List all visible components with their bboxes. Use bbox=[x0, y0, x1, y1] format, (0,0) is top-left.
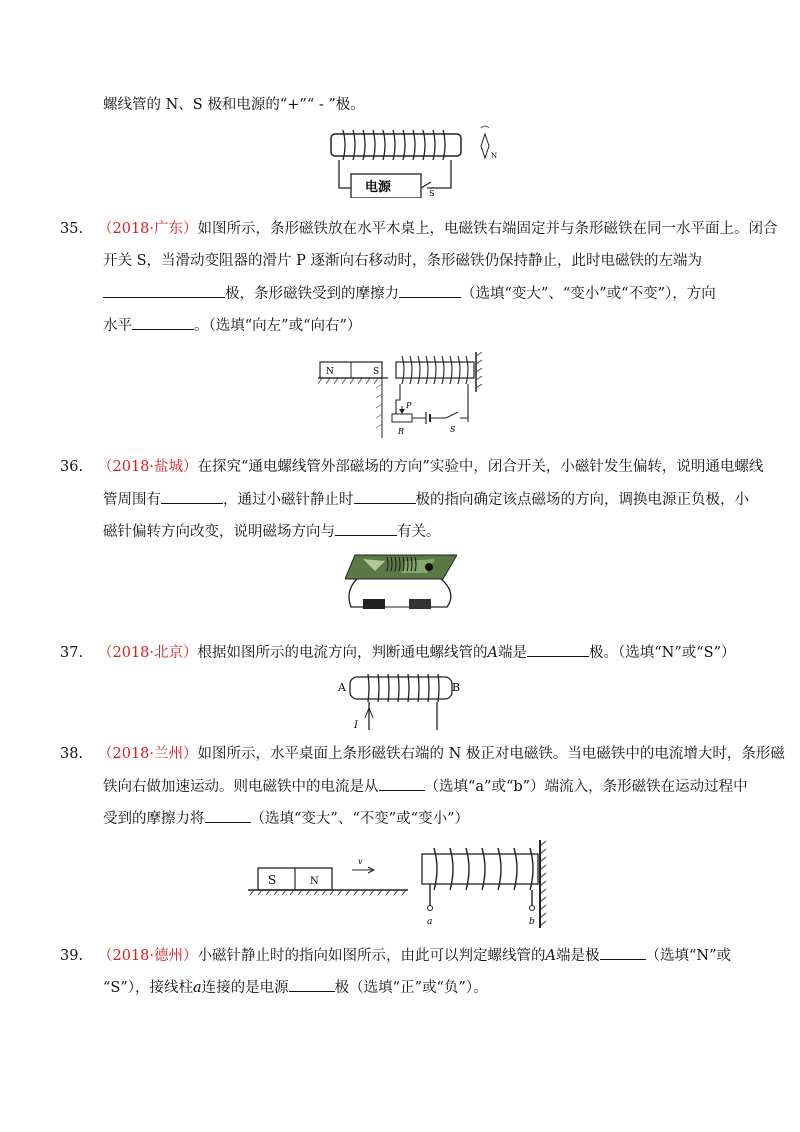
question-text: 如图所示，条形磁铁放在水平木桌上，电磁铁右端固定并与条形磁铁在同一水平面上。闭合 bbox=[197, 221, 778, 237]
q38-line1 bbox=[60, 744, 785, 764]
q36-line2 bbox=[103, 489, 749, 510]
needle-label: N bbox=[491, 152, 498, 160]
question-number: 37. bbox=[60, 645, 84, 661]
question-text: （选填“变大”、“不变”或“变小”） bbox=[250, 811, 469, 827]
terminal-b-label: b bbox=[529, 917, 535, 927]
answer-blank[interactable] bbox=[335, 521, 397, 536]
answer-blank[interactable] bbox=[399, 283, 461, 298]
terminal-a-label: a bbox=[427, 917, 433, 927]
question-text: 端是极 bbox=[556, 948, 600, 964]
switch-label: S bbox=[429, 189, 435, 198]
current-i-label: I bbox=[354, 720, 358, 731]
answer-blank[interactable] bbox=[600, 945, 646, 960]
q35-line1 bbox=[60, 219, 778, 239]
question-text: 极（选填“正”或“负”）。 bbox=[334, 980, 488, 996]
question-source: （2018·兰州） bbox=[98, 746, 198, 762]
question-text: 连接的是电源 bbox=[201, 980, 289, 996]
question-text: 有关。 bbox=[397, 524, 441, 540]
switch-s-label: S bbox=[450, 425, 456, 434]
q38-line3 bbox=[103, 808, 469, 829]
q36-line3 bbox=[103, 521, 441, 542]
question-text: 磁针偏转方向改变，说明磁场方向与 bbox=[103, 524, 335, 540]
question-text: 铁向右做加速运动。则电磁铁中的电流是从 bbox=[103, 779, 379, 795]
variable-a: A bbox=[545, 948, 556, 964]
question-source: （2018·盐城） bbox=[98, 459, 198, 475]
solenoid-circuit-figure bbox=[325, 122, 505, 198]
question-text: ，通过小磁针静止时 bbox=[223, 492, 354, 508]
answer-blank[interactable] bbox=[354, 489, 416, 504]
q37-line1 bbox=[60, 642, 736, 663]
answer-blank[interactable] bbox=[161, 489, 223, 504]
question-text: 水平 bbox=[103, 318, 132, 334]
q36-line1 bbox=[60, 457, 763, 477]
answer-blank[interactable] bbox=[527, 642, 589, 657]
question-text: “S”），接线柱 bbox=[103, 980, 194, 996]
velocity-v-label: v bbox=[358, 857, 363, 866]
question-number: 35. bbox=[60, 221, 84, 237]
question-text: 受到的摩擦力将 bbox=[103, 811, 205, 827]
magnet-n-label: N bbox=[326, 367, 334, 377]
variable-a: a bbox=[193, 980, 202, 996]
question-text: 管周围有 bbox=[103, 492, 161, 508]
magnet-s-label: S bbox=[373, 367, 380, 377]
compass-needle-icon bbox=[481, 126, 497, 160]
question-source: （2018·北京） bbox=[98, 645, 198, 661]
question-source: （2018·广东） bbox=[98, 221, 198, 237]
q35-line3 bbox=[103, 283, 716, 304]
slider-p-label: P bbox=[406, 401, 412, 410]
question-number: 38. bbox=[60, 746, 84, 762]
question-text: 端是 bbox=[498, 645, 527, 661]
question-text: 极的指向确定该点磁场的方向，调换电源正负极，小 bbox=[415, 492, 749, 508]
answer-blank[interactable] bbox=[205, 808, 251, 823]
question-text: 小磁针静止时的指向如图所示，由此可以判定螺线管的 bbox=[197, 948, 546, 964]
question-text: 如图所示，水平桌面上条形磁铁右端的 N 极正对电磁铁。当电磁铁中的电流增大时，条形磁 bbox=[197, 746, 785, 762]
answer-blank[interactable] bbox=[103, 283, 225, 298]
power-label: 电源 bbox=[365, 180, 392, 195]
question-text: 根据如图所示的电流方向，判断通电螺线管的 bbox=[197, 645, 488, 661]
question-text: 在探究“通电螺线管外部磁场的方向”实验中，闭合开关，小磁针发生偏转，说明通电螺线 bbox=[197, 459, 764, 475]
question-number: 36. bbox=[60, 459, 84, 475]
question-text: 极，条形磁铁受到的摩擦力 bbox=[225, 286, 399, 302]
q35-line2: 开关 S，当滑动变阻器的滑片 P 逐渐向右移动时，条形磁铁仍保持静止，此时电磁铁的左端为 bbox=[103, 253, 703, 269]
question-text: （选填“a”或“b”）端流入，条形磁铁在运动过程中 bbox=[424, 779, 748, 795]
end-a-label: A bbox=[338, 681, 346, 694]
q39-line1 bbox=[60, 945, 731, 966]
intro-text: 螺线管的 N、S 极和电源的“+”“ - ”极。 bbox=[103, 97, 365, 113]
q35-line4 bbox=[103, 315, 361, 336]
magnet-n-label: N bbox=[310, 876, 319, 887]
solenoid-current-figure bbox=[338, 670, 464, 732]
question-number: 39. bbox=[60, 948, 84, 964]
variable-a: A bbox=[487, 645, 498, 661]
question-source: （2018·德州） bbox=[98, 948, 198, 964]
q38-line2 bbox=[103, 776, 748, 797]
question-text: 。（选填“向左”或“向右”） bbox=[194, 318, 362, 334]
answer-blank[interactable] bbox=[132, 315, 194, 330]
question-text: （选填“N”或 bbox=[645, 948, 732, 964]
q39-line2 bbox=[103, 977, 488, 998]
experiment-photo bbox=[345, 551, 457, 617]
rheostat-r-label: R bbox=[398, 427, 405, 436]
magnet-s-label: S bbox=[268, 873, 277, 887]
electromagnet-rheostat-figure bbox=[318, 352, 490, 438]
question-text: 极。（选填“N”或“S”） bbox=[589, 645, 736, 661]
answer-blank[interactable] bbox=[289, 977, 335, 992]
question-text: （选填“变大”、“变小”或“不变”），方向 bbox=[461, 286, 716, 302]
magnet-electromagnet-figure bbox=[248, 840, 558, 928]
answer-blank[interactable] bbox=[379, 776, 425, 791]
end-b-label: B bbox=[452, 681, 461, 694]
